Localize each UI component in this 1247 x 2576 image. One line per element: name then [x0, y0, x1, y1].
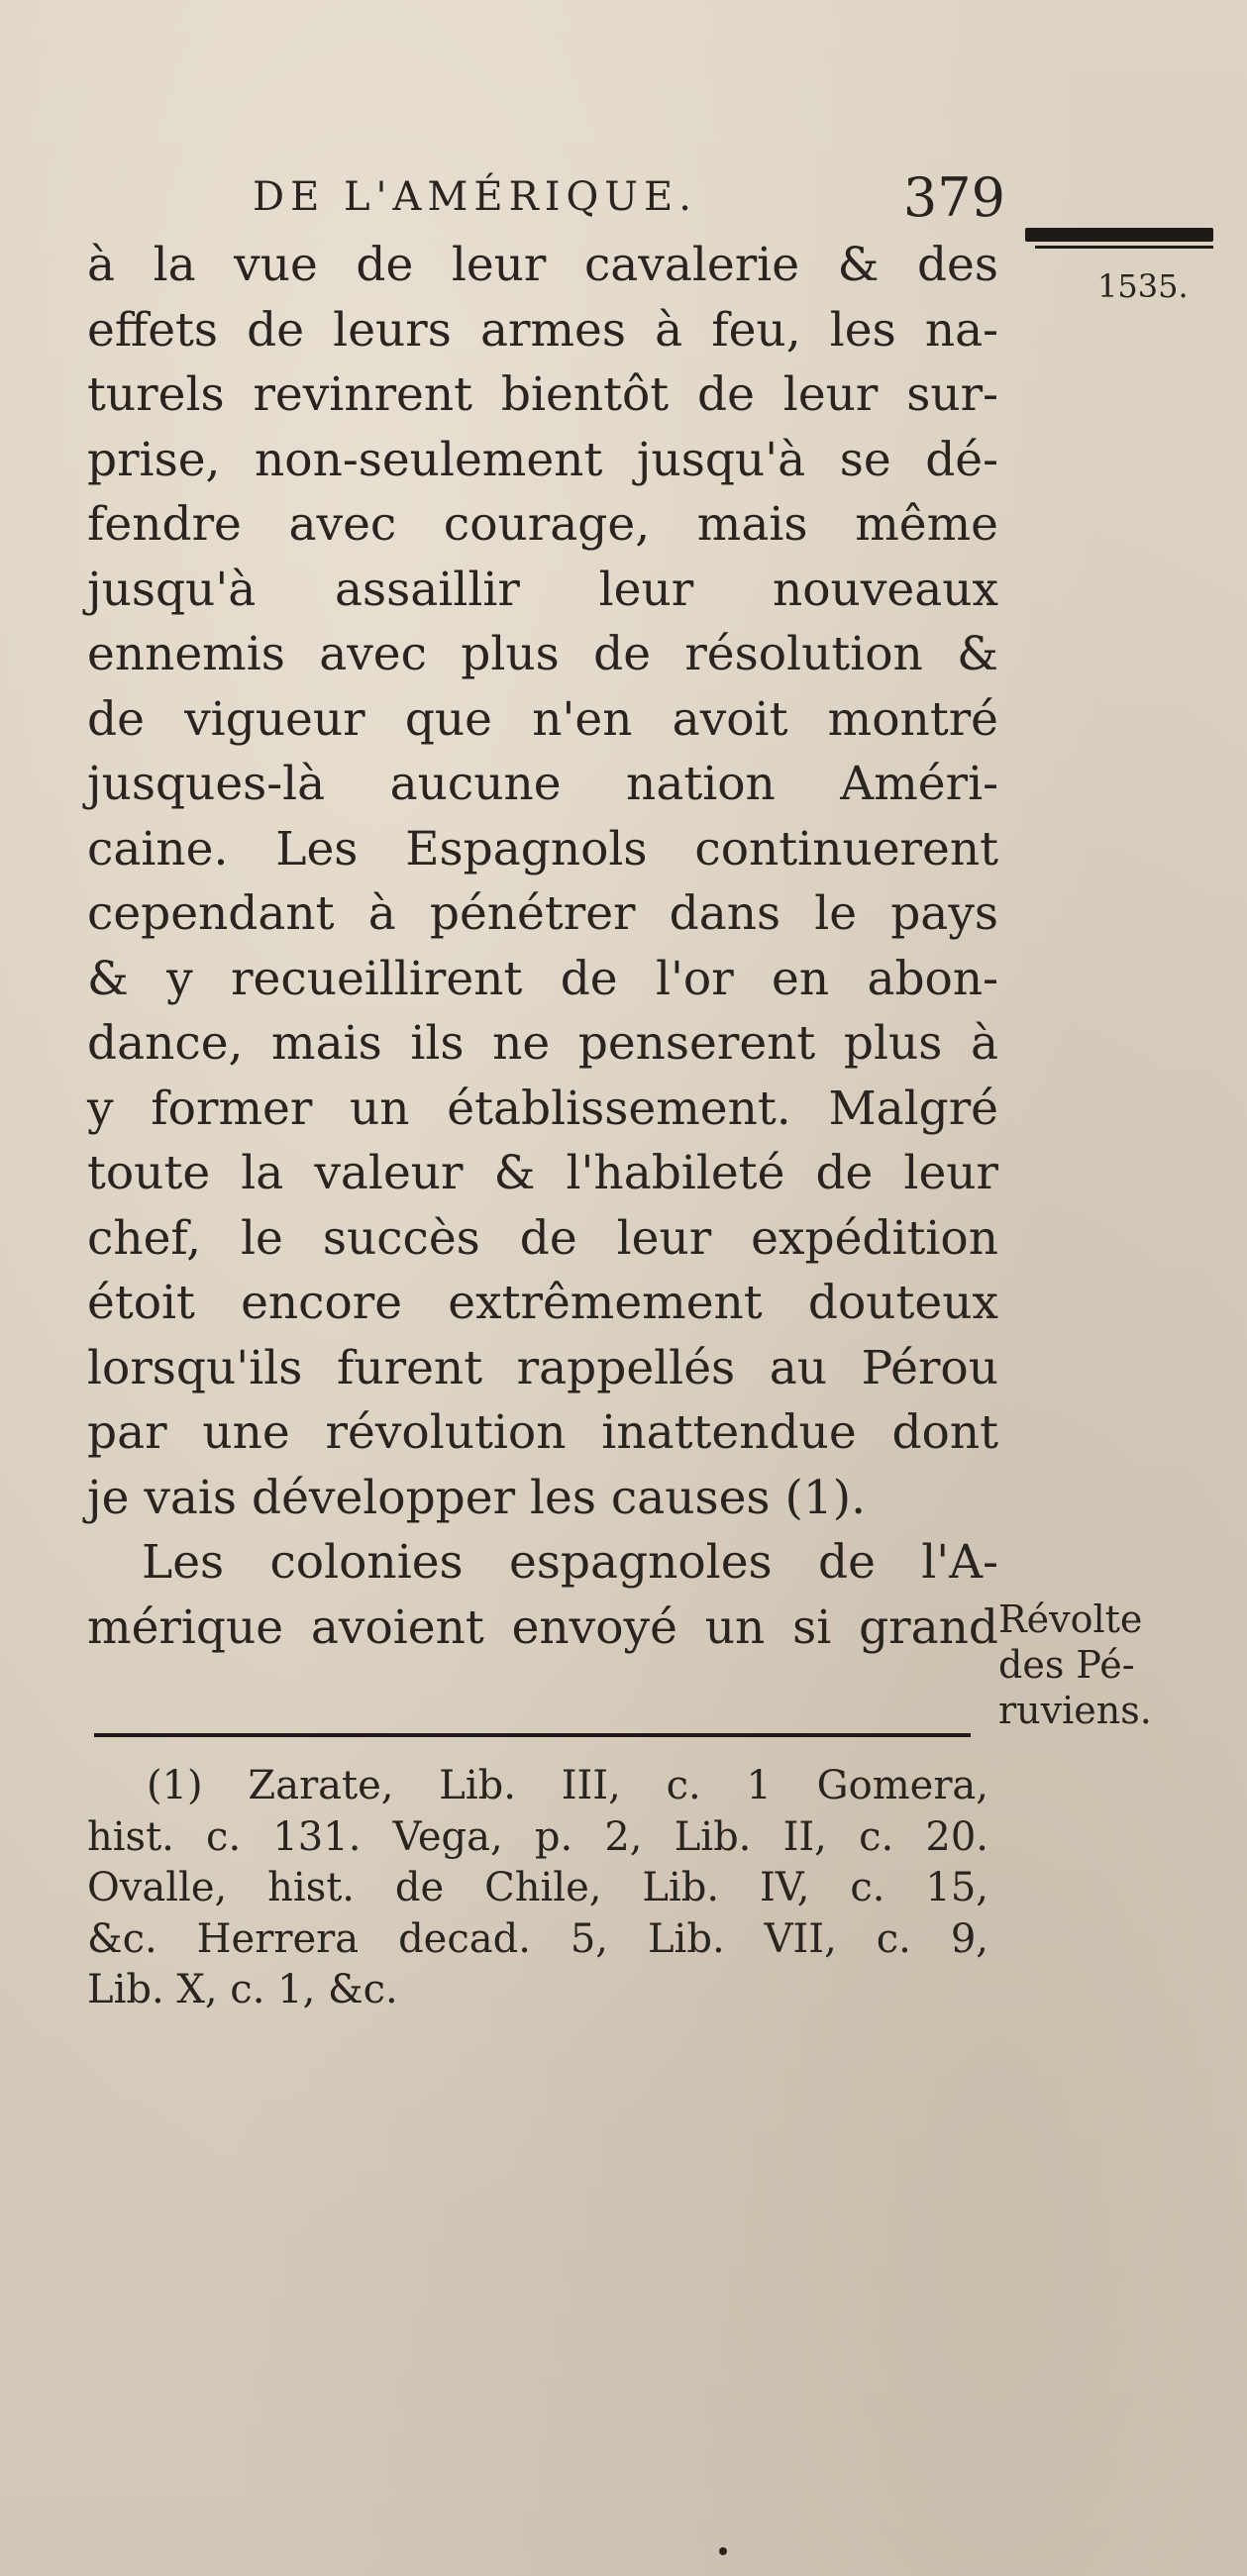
footnote — [87, 1761, 988, 2016]
text-line: à la vue de leur cavalerie & des — [87, 238, 998, 292]
marginal-note-line: des Pé- — [998, 1643, 1135, 1687]
text-line: fendre avec courage, mais même — [87, 497, 998, 552]
marginal-rule — [1025, 228, 1213, 242]
text-line: y former un établissement. Malgré — [87, 1081, 998, 1136]
text-line: caine. Les Espagnols continuerent — [87, 821, 998, 876]
text-line: chef, le succès de leur expédition — [87, 1210, 998, 1266]
footnote-line: hist. c. 131. Vega, p. 2, Lib. II, c. 20. — [87, 1813, 988, 1860]
running-title: DE L'AMÉRIQUE. — [253, 174, 697, 220]
body-text — [87, 233, 998, 1660]
text-line: de vigueur que n'en avoit montré — [87, 691, 998, 747]
page-header — [253, 166, 1005, 229]
footnote-line: &c. Herrera decad. 5, Lib. VII, c. 9, — [87, 1915, 988, 1962]
text-line: cependant à pénétrer dans le pays — [87, 886, 998, 941]
text-line: lorsqu'ils furent rappellés au Pérou — [87, 1340, 998, 1395]
marginal-note-line: ruviens. — [998, 1689, 1152, 1732]
text-line: jusques-là aucune nation Améri- — [87, 757, 998, 811]
text-line: toute la valeur & l'habileté de leur — [87, 1146, 998, 1200]
text-line: par une révolution inattendue dont — [87, 1405, 998, 1460]
text-line: ennemis avec plus de résolution & — [87, 627, 998, 681]
text-line: effets de leurs armes à feu, les na- — [87, 302, 998, 358]
footnote-line: (1) Zarate, Lib. III, c. 1 Gomera, — [147, 1763, 988, 1808]
ink-speck — [719, 2547, 727, 2555]
text-line: mérique avoient envoyé un si grand — [87, 1599, 998, 1655]
text-line: prise, non-seulement jusqu'à se dé- — [87, 432, 998, 487]
footnote-line: Lib. X, c. 1, &c. — [87, 1967, 398, 2012]
text-line: jusqu'à assaillir leur nouveaux — [87, 562, 998, 617]
marginal-note — [998, 1597, 1236, 1733]
text-line: je vais développer les causes (1). — [87, 1470, 867, 1525]
footnote-divider — [94, 1733, 971, 1737]
page-number: 379 — [902, 166, 1005, 229]
marginal-note-line: Révolte — [998, 1597, 1143, 1641]
paragraph-start-line: Les colonies espagnoles de l'A- — [142, 1535, 998, 1590]
text-line: étoit encore extrêmement douteux — [87, 1276, 998, 1330]
margin-year: 1535. — [1097, 267, 1189, 305]
text-line: turels revinrent bientôt de leur sur- — [87, 367, 998, 422]
footnote-line: Ovalle, hist. de Chile, Lib. IV, c. 15, — [87, 1865, 988, 1910]
text-line: & y recueillirent de l'or en abon- — [87, 951, 998, 1006]
text-line: dance, mais ils ne penserent plus à — [87, 1016, 998, 1071]
